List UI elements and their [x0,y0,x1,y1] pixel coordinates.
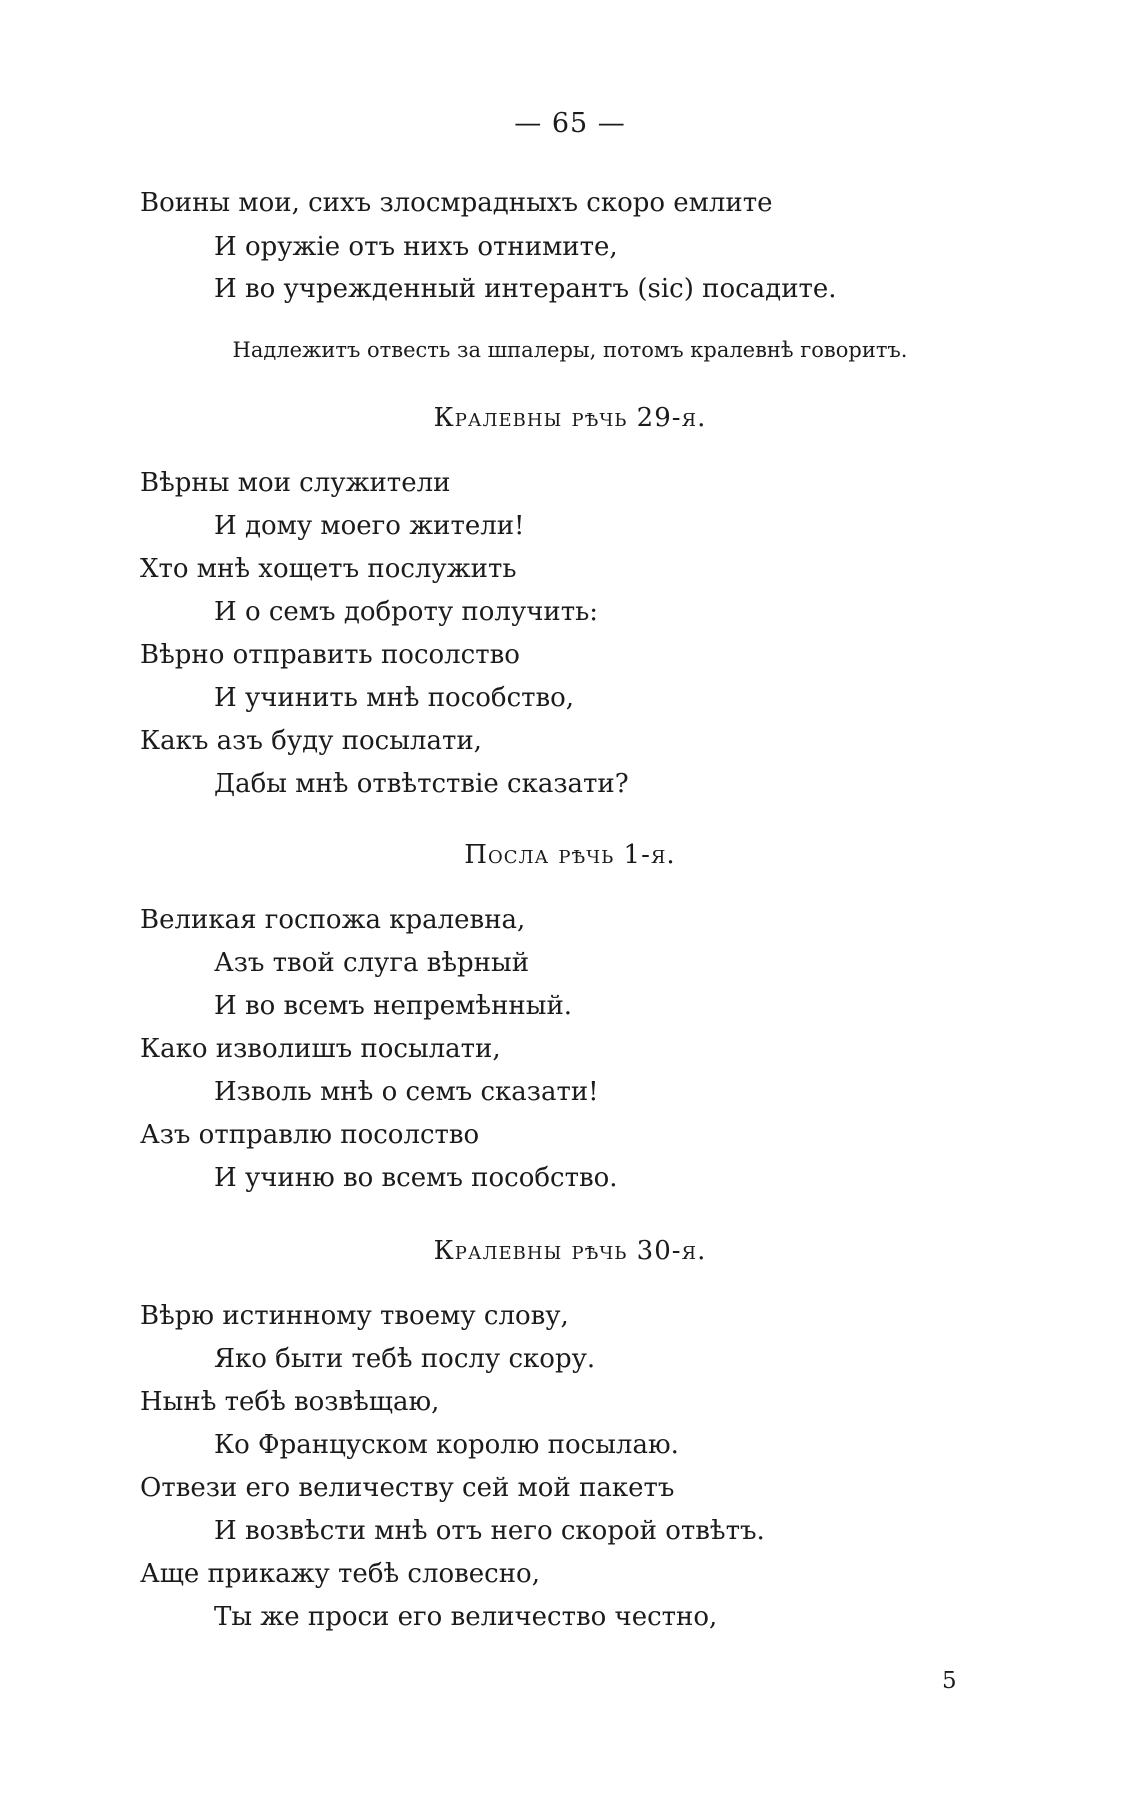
verse-line: Азъ отправлю посолство [140,1120,480,1150]
verse-line: И учиню во всемъ пособство. [214,1163,618,1193]
verse-line: Аще прикажу тебѣ словесно, [140,1559,540,1589]
verse-line: Ты же проси его величество честно, [214,1602,718,1632]
verse-line: И учинить мнѣ пособство, [214,683,575,713]
verse-line: Вѣрны мои служители [140,468,451,498]
verse-line: Вѣрю истинному твоему слову, [140,1301,569,1331]
speech-heading-30: Кралевны рѣчь 30-я. [433,1236,707,1266]
stage-direction: Надлежитъ отвесть за шпалеры, потомъ кралевнѣ говоритъ. [232,338,908,362]
verse-line: Яко быти тебѣ послу скору. [214,1344,596,1374]
verse-line: Какъ азъ буду посылати, [140,726,482,756]
verse-line: Дабы мнѣ отвѣтствіе сказати? [214,769,629,799]
verse-line: И во всемъ непремѣнный. [214,991,573,1021]
verse-line: Нынѣ тебѣ возвѣщаю, [140,1387,440,1417]
verse-line: И во учрежденный интерантъ (sic) посадите. [214,274,837,304]
verse-line: Воины мои, сихъ злосмрадныхъ скоро емлите [140,188,773,218]
verse-line: Хто мнѣ хощетъ послужить [140,554,517,584]
verse-line: Великая госпожа кралевна, [140,905,526,935]
verse-line: Ко Француском королю посылаю. [214,1430,679,1460]
verse-line: И дому моего жители! [214,511,525,541]
verse-line: Азъ твой слуга вѣрный [214,948,530,978]
verse-line: Изволь мнѣ о семъ сказати! [214,1077,599,1107]
verse-line: И возвѣсти мнѣ отъ него скорой отвѣтъ. [214,1516,765,1546]
verse-line: Вѣрно отправить посолство [140,640,520,670]
verse-line: Отвези его величеству сей мой пакетъ [140,1473,675,1503]
verse-line: Како изволишъ посылати, [140,1034,501,1064]
verse-line: И о семъ доброту получить: [214,597,599,627]
signature-mark: 5 [942,1668,957,1694]
speech-heading-29: Кралевны рѣчь 29-я. [433,403,707,433]
speech-heading-ambassador-1: Посла рѣчь 1-я. [464,840,676,870]
verse-line: И оружіе отъ нихъ отнимите, [214,232,618,262]
page-number: — 65 — [514,108,626,139]
